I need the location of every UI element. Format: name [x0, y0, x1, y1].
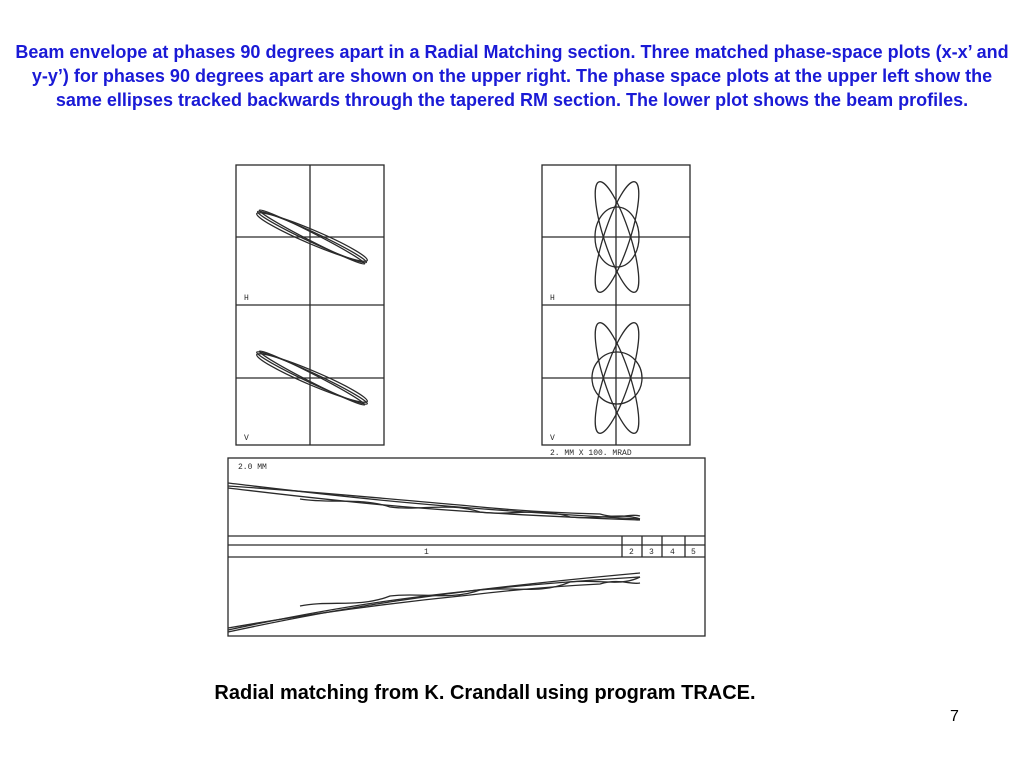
profile-scale-label: 2.0 MM: [238, 463, 267, 472]
beam-profile-panel: [228, 458, 705, 636]
right-v-label: V: [550, 434, 555, 443]
element-label-1: 1: [424, 548, 429, 557]
left-phase-space-panel: [236, 165, 384, 445]
slide-title: Beam envelope at phases 90 degrees apart in a Radial Matching section. Three matched phase-space plots (x-x’ and y-y’) for phases 90 degrees apart are shown on the upper right. The phase space plots at the upper left show the same ellipses tracked backwards through the tapered RM section. The lower plot shows the beam profiles.: [15, 42, 1009, 110]
left-h-label: H: [244, 294, 249, 303]
y-envelope-curves: [228, 573, 640, 632]
phase-space-scale-label: 2. MM X 100. MRAD: [550, 449, 632, 458]
x-envelope-curves: [228, 483, 640, 520]
right-phase-space-panel: [542, 165, 690, 445]
element-label-5: 5: [691, 548, 696, 557]
figure-caption: Radial matching from K. Crandall using program TRACE.: [214, 682, 756, 704]
element-label-4: 4: [670, 548, 675, 557]
page-number: 7: [950, 708, 959, 725]
right-h-label: H: [550, 294, 555, 303]
left-v-label: V: [244, 434, 249, 443]
element-label-2: 2: [629, 548, 634, 557]
element-label-3: 3: [649, 548, 654, 557]
